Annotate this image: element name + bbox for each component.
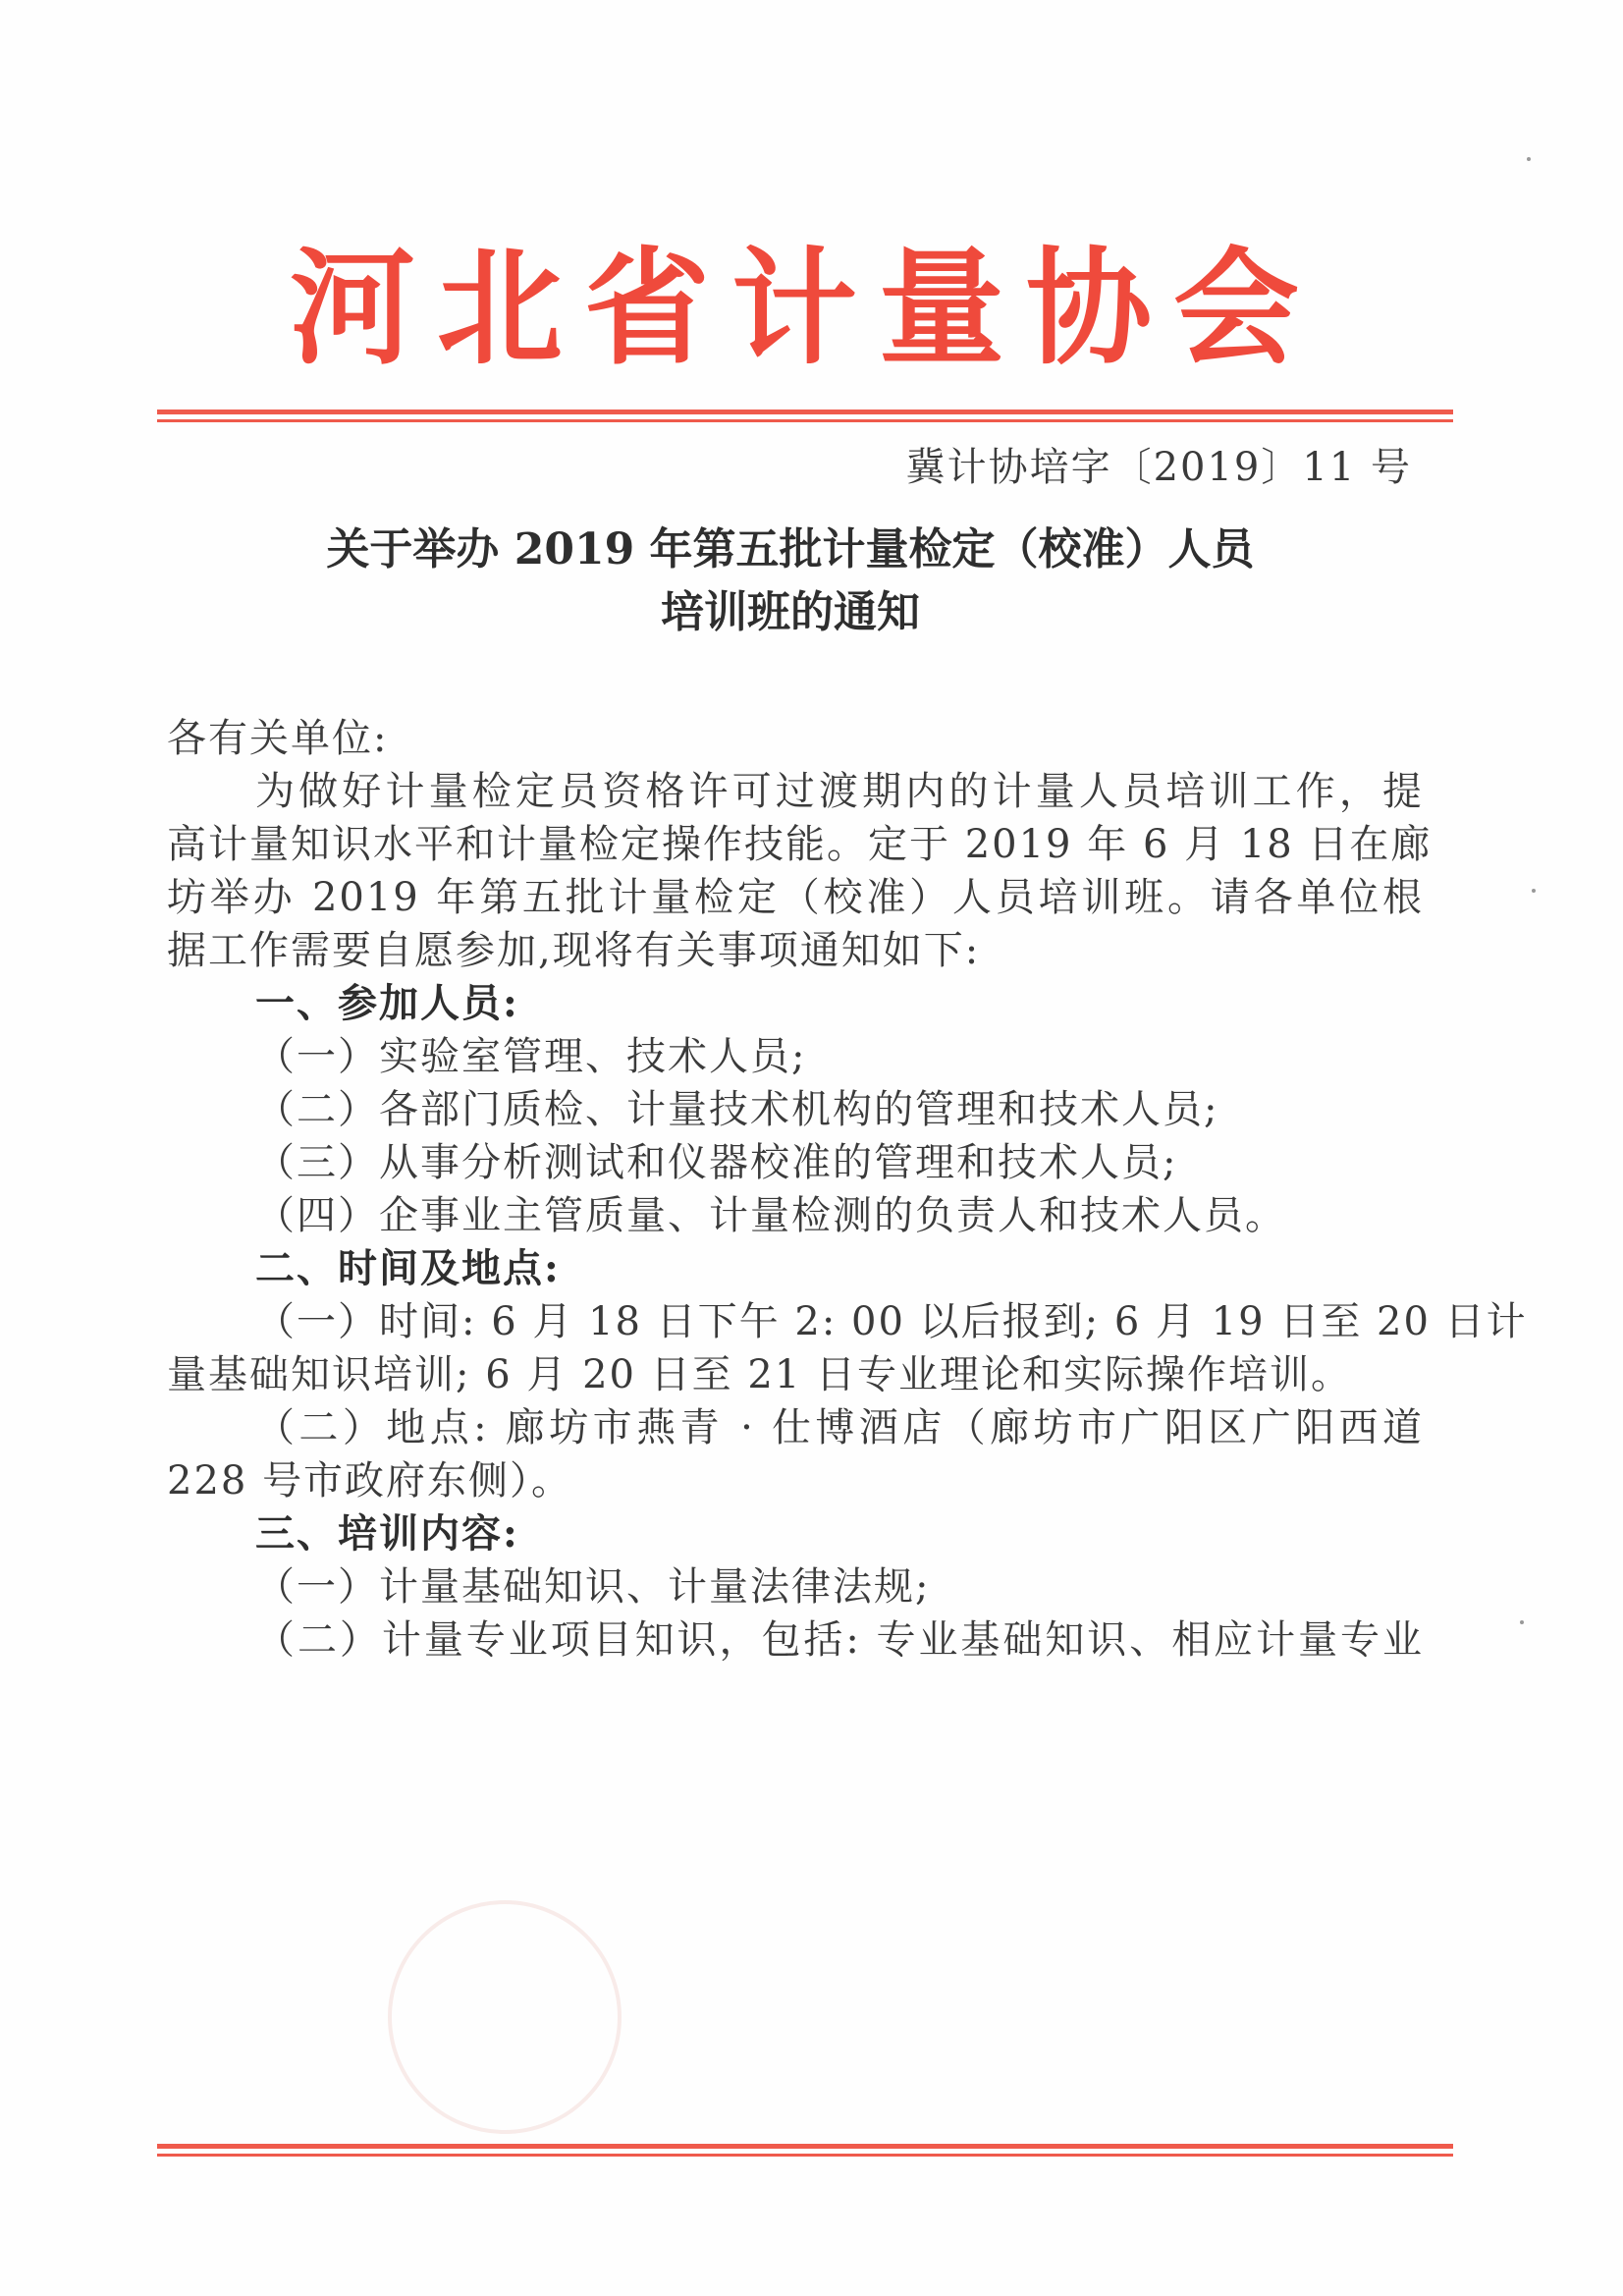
list-item: （二）计量专业项目知识，包括: 专业基础知识、相应计量专业	[255, 1617, 1424, 1663]
scan-speck	[1520, 1620, 1524, 1624]
footer-rule-thick	[157, 2144, 1453, 2149]
document-number: 冀计协培字〔2019〕11 号	[905, 445, 1412, 490]
intro-line-2: 高计量知识水平和计量检定操作技能。定于 2019 年 6 月 18 日在廊	[167, 822, 1433, 867]
faded-seal-mark	[388, 1900, 622, 2134]
notice-title-line-2: 培训班的通知	[661, 587, 920, 637]
list-item: （四）企事业主管质量、计量检测的负责人和技术人员。	[255, 1193, 1286, 1238]
list-item: （二）地点: 廊坊市燕青 · 仕博酒店（廊坊市广阳区广阳西道	[255, 1405, 1424, 1450]
footer-rule-thin	[157, 2154, 1453, 2157]
scan-speck	[1527, 157, 1531, 161]
section-heading-training-content: 三、培训内容:	[255, 1510, 519, 1557]
list-item: （一）计量基础知识、计量法律法规;	[255, 1564, 931, 1610]
section-heading-participants: 一、参加人员:	[255, 980, 519, 1026]
list-item: 量基础知识培训; 6 月 20 日至 21 日专业理论和实际操作培训。	[167, 1352, 1353, 1397]
notice-title-line-1: 关于举办 2019 年第五批计量检定（校准）人员	[326, 524, 1255, 574]
salutation: 各有关单位:	[167, 716, 389, 761]
masthead-rule-thin	[157, 419, 1453, 422]
scan-speck	[1532, 889, 1536, 893]
list-item: （三）从事分析测试和仪器校准的管理和技术人员;	[255, 1140, 1178, 1185]
intro-line-1: 为做好计量检定员资格许可过渡期内的计量人员培训工作，提	[255, 769, 1424, 814]
list-item: （一）时间: 6 月 18 日下午 2: 00 以后报到; 6 月 19 日至 20 日计	[255, 1299, 1528, 1344]
intro-line-3: 坊举办 2019 年第五批计量检定（校准）人员培训班。请各单位根	[167, 875, 1424, 920]
list-item: （二）各部门质检、计量技术机构的管理和技术人员;	[255, 1087, 1219, 1132]
list-item: 228 号市政府东侧）。	[167, 1458, 573, 1503]
intro-line-4: 据工作需要自愿参加,现将有关事项通知如下:	[167, 928, 981, 973]
masthead-rule-thick	[157, 410, 1453, 414]
list-item: （一）实验室管理、技术人员;	[255, 1034, 807, 1079]
org-masthead: 河北省计量协会	[289, 236, 1321, 382]
notice-body	[167, 699, 1528, 2113]
section-heading-time-place: 二、时间及地点:	[255, 1245, 561, 1291]
